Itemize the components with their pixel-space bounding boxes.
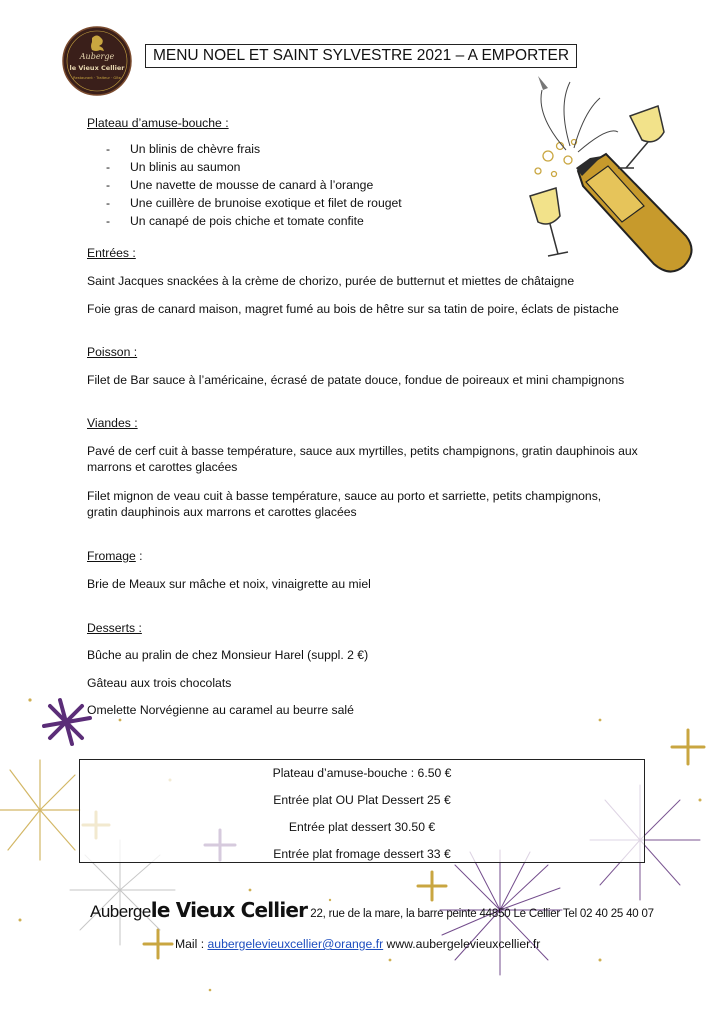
poisson-item-1: Filet de Bar sauce à l’américaine, écrasé de patate douce, fondue de poireaux et mini champignons [87,373,625,387]
footer-address-line [90,898,654,922]
amuse-list [87,141,507,231]
champagne-glass-icon [530,188,568,256]
price-line: Entrée plat fromage dessert 33 € [273,847,451,861]
star-sparkle-icon [672,730,704,764]
brand-name: le Vieux Cellier [150,898,308,922]
price-line: Plateau d’amuse-bouche : 6.50 € [272,766,452,780]
price-line: Entrée plat OU Plat Dessert 25 € [273,793,451,807]
heading-fromage: Fromage [87,549,136,563]
fromage-item-1: Brie de Meaux sur mâche et noix, vinaigrette au miel [87,577,371,591]
heading-amuse: Plateau d’amuse-bouche : [87,116,229,130]
list-item: - Un blinis de chèvre frais [106,142,261,156]
dessert-item-3: Omelette Norvégienne au caramel au beurre salé [87,703,354,717]
logo-line3: Restaurant · Traiteur · Gîte [73,76,121,80]
champagne-decoration [508,76,698,276]
list-item: - Une navette de mousse de canard à l’orange [106,178,374,192]
menu-title: MENU NOEL ET SAINT SYLVESTRE 2021 – A EMPORTER [145,44,577,68]
heading-desserts: Desserts : [87,621,142,635]
list-item: - Un canapé de pois chiche et tomate confite [106,214,364,228]
champagne-bottle-icon [576,154,692,272]
price-box [79,759,645,863]
heading-fromage-suffix: : [135,549,143,563]
cork-icon [538,76,548,90]
entree-item-2: Foie gras de canard maison, magret fumé au bois de hêtre sur sa tatin de poire, éclats de pistache [87,302,619,316]
price-line: Entrée plat dessert 30.50 € [288,820,436,834]
heading-poisson: Poisson : [87,345,138,359]
star-sparkle-icon [418,872,446,900]
viande-item-2: Filet mignon de veau cuit à basse température, sauce au porto et sarriette, petits champignons, gratin dauphinois aux marrons et carottes glacées [87,489,602,519]
firework-burst-left [0,760,80,860]
list-item: - Une cuillère de brunoise exotique et filet de rouget [106,196,402,210]
logo-line2: le Vieux Cellier [69,64,125,72]
star-sparkle-icon [44,700,90,744]
section-amuse [87,115,657,131]
logo-line1: Auberge [79,52,115,61]
brand-prefix: Auberge [90,902,151,921]
website-text: www.aubergelevieuxcellier.fr [383,937,541,951]
viande-item-1: Pavé de cerf cuit à basse température, sauce aux myrtilles, petits champignons, gratin dauphinois aux marrons et carottes glacées [87,444,638,474]
footer-mail-line [175,937,540,951]
star-sparkle-icon [144,930,172,958]
heading-viandes: Viandes : [87,416,138,430]
mail-link[interactable]: aubergelevieuxcellier@orange.fr [207,937,384,951]
heading-fromage-wrap [87,548,143,564]
dessert-item-1: Bûche au pralin de chez Monsieur Harel (suppl. 2 €) [87,648,369,662]
heading-entrees: Entrées : [87,246,136,260]
footer-address: 22, rue de la mare, la barre peinte 44850 Le Cellier Tel 02 40 25 40 07 [307,908,654,920]
list-item: - Un blinis au saumon [106,160,241,174]
entree-item-1: Saint Jacques snackées à la crème de chorizo, purée de butternut et miettes de châtaigne [87,274,575,288]
amuse-list-wrap [87,141,507,231]
dessert-item-2: Gâteau aux trois chocolats [87,676,232,690]
mail-label: Mail : [175,937,208,951]
auberge-logo [62,26,132,96]
